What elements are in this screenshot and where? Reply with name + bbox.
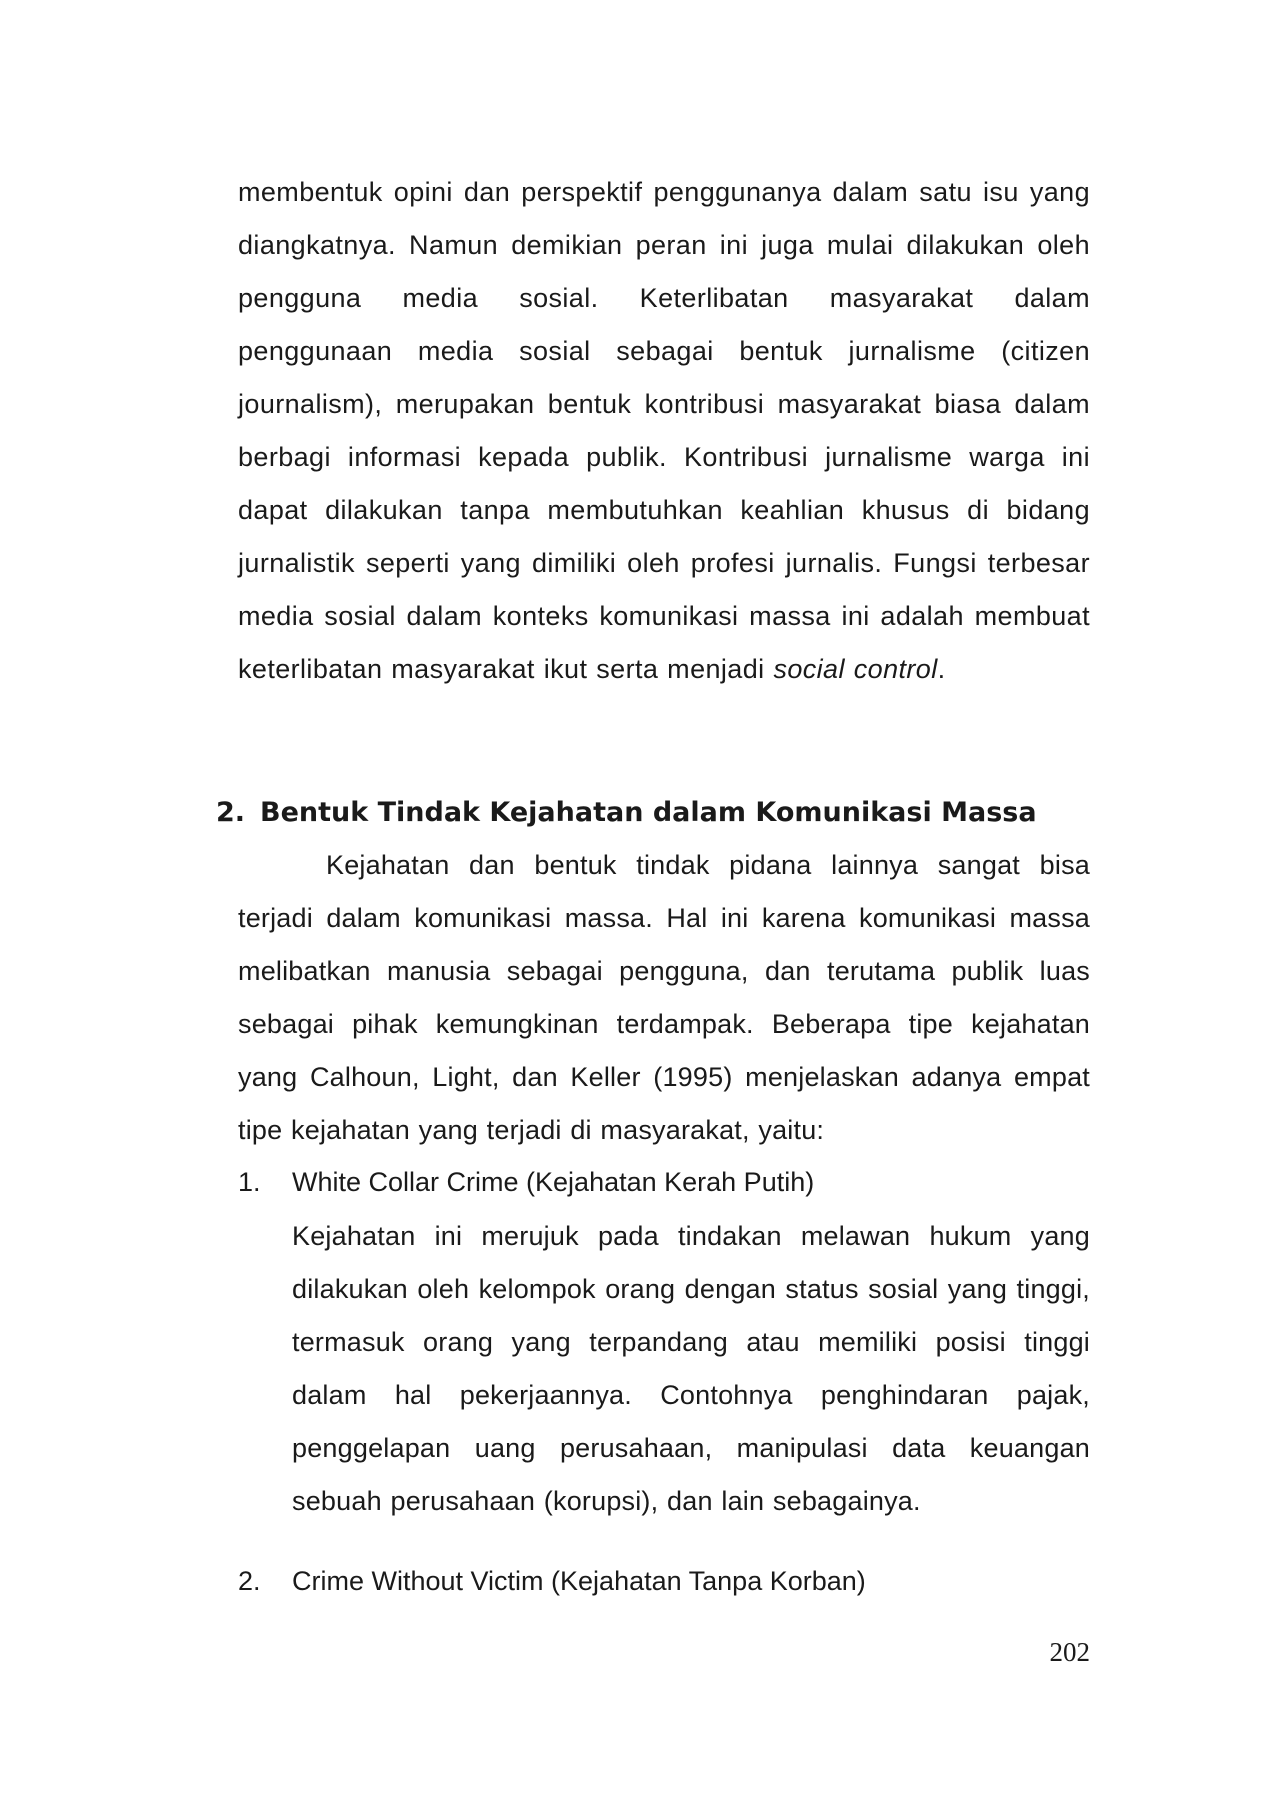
body-paragraph-2: Kejahatan dan bentuk tindak pidana lainnya sangat bisa terjadi dalam komunikasi massa. Hal ini karena komunikasi massa melibatkan manusia sebagai pengguna, dan terutama publik luas sebagai pihak kemungkinan terdampak. Beberapa tipe kejahatan yang Calhoun, Light, dan Keller (1995) menjelaskan adanya empat tipe kejahatan yang terjadi di masyarakat, yaitu: [238, 850, 1090, 1145]
body-paragraph-1 [238, 166, 1090, 696]
page-number: 202 [1049, 1637, 1090, 1667]
paragraph-1-text: membentuk opini dan perspektif penggunanya dalam satu isu yang diangkatnya. Namun demikian peran ini juga mulai dilakukan oleh pengguna media sosial. Keterlibatan masyarakat dalam penggunaan media sosial sebagai bentuk jurnalisme (citizen journalism), merupakan bentuk kontribusi masyarakat biasa dalam berbagi informasi kepada publik. Kontribusi jurnalisme warga ini dapat dilakukan tanpa membutuhkan keahlian khusus di bidang jurnalistik seperti yang dimiliki oleh profesi jurnalis. Fungsi terbesar media sosial dalam konteks komunikasi massa ini adalah membuat keterlibatan masyarakat ikut serta menjadi [238, 177, 1090, 684]
section-heading [216, 786, 1096, 839]
list-item-1-body: Kejahatan ini merujuk pada tindakan melawan hukum yang dilakukan oleh kelompok orang dengan status sosial yang tinggi, termasuk orang yang terpandang atau memiliki posisi tinggi dalam hal pekerjaannya. Contohnya penghindaran pajak, penggelapan uang perusahaan, manipulasi data keuangan sebuah perusahaan (korupsi), dan lain sebagainya. [292, 1221, 1090, 1516]
list-item-2-number: 2. [238, 1566, 261, 1596]
paragraph-1-italic-term: social control [773, 654, 938, 684]
list-item-1-number: 1. [238, 1167, 261, 1197]
section-title: Bentuk Tindak Kejahatan dalam Komunikasi Massa [260, 797, 1037, 828]
list-item-1-title: White Collar Crime (Kejahatan Kerah Putih) [292, 1167, 815, 1197]
list-item-2-title: Crime Without Victim (Kejahatan Tanpa Korban) [292, 1566, 866, 1596]
list-item-2-heading [238, 1555, 1090, 1608]
paragraph-1-end: . [937, 654, 946, 684]
section-number: 2. [216, 797, 246, 828]
list-item-1-heading [238, 1156, 1090, 1209]
